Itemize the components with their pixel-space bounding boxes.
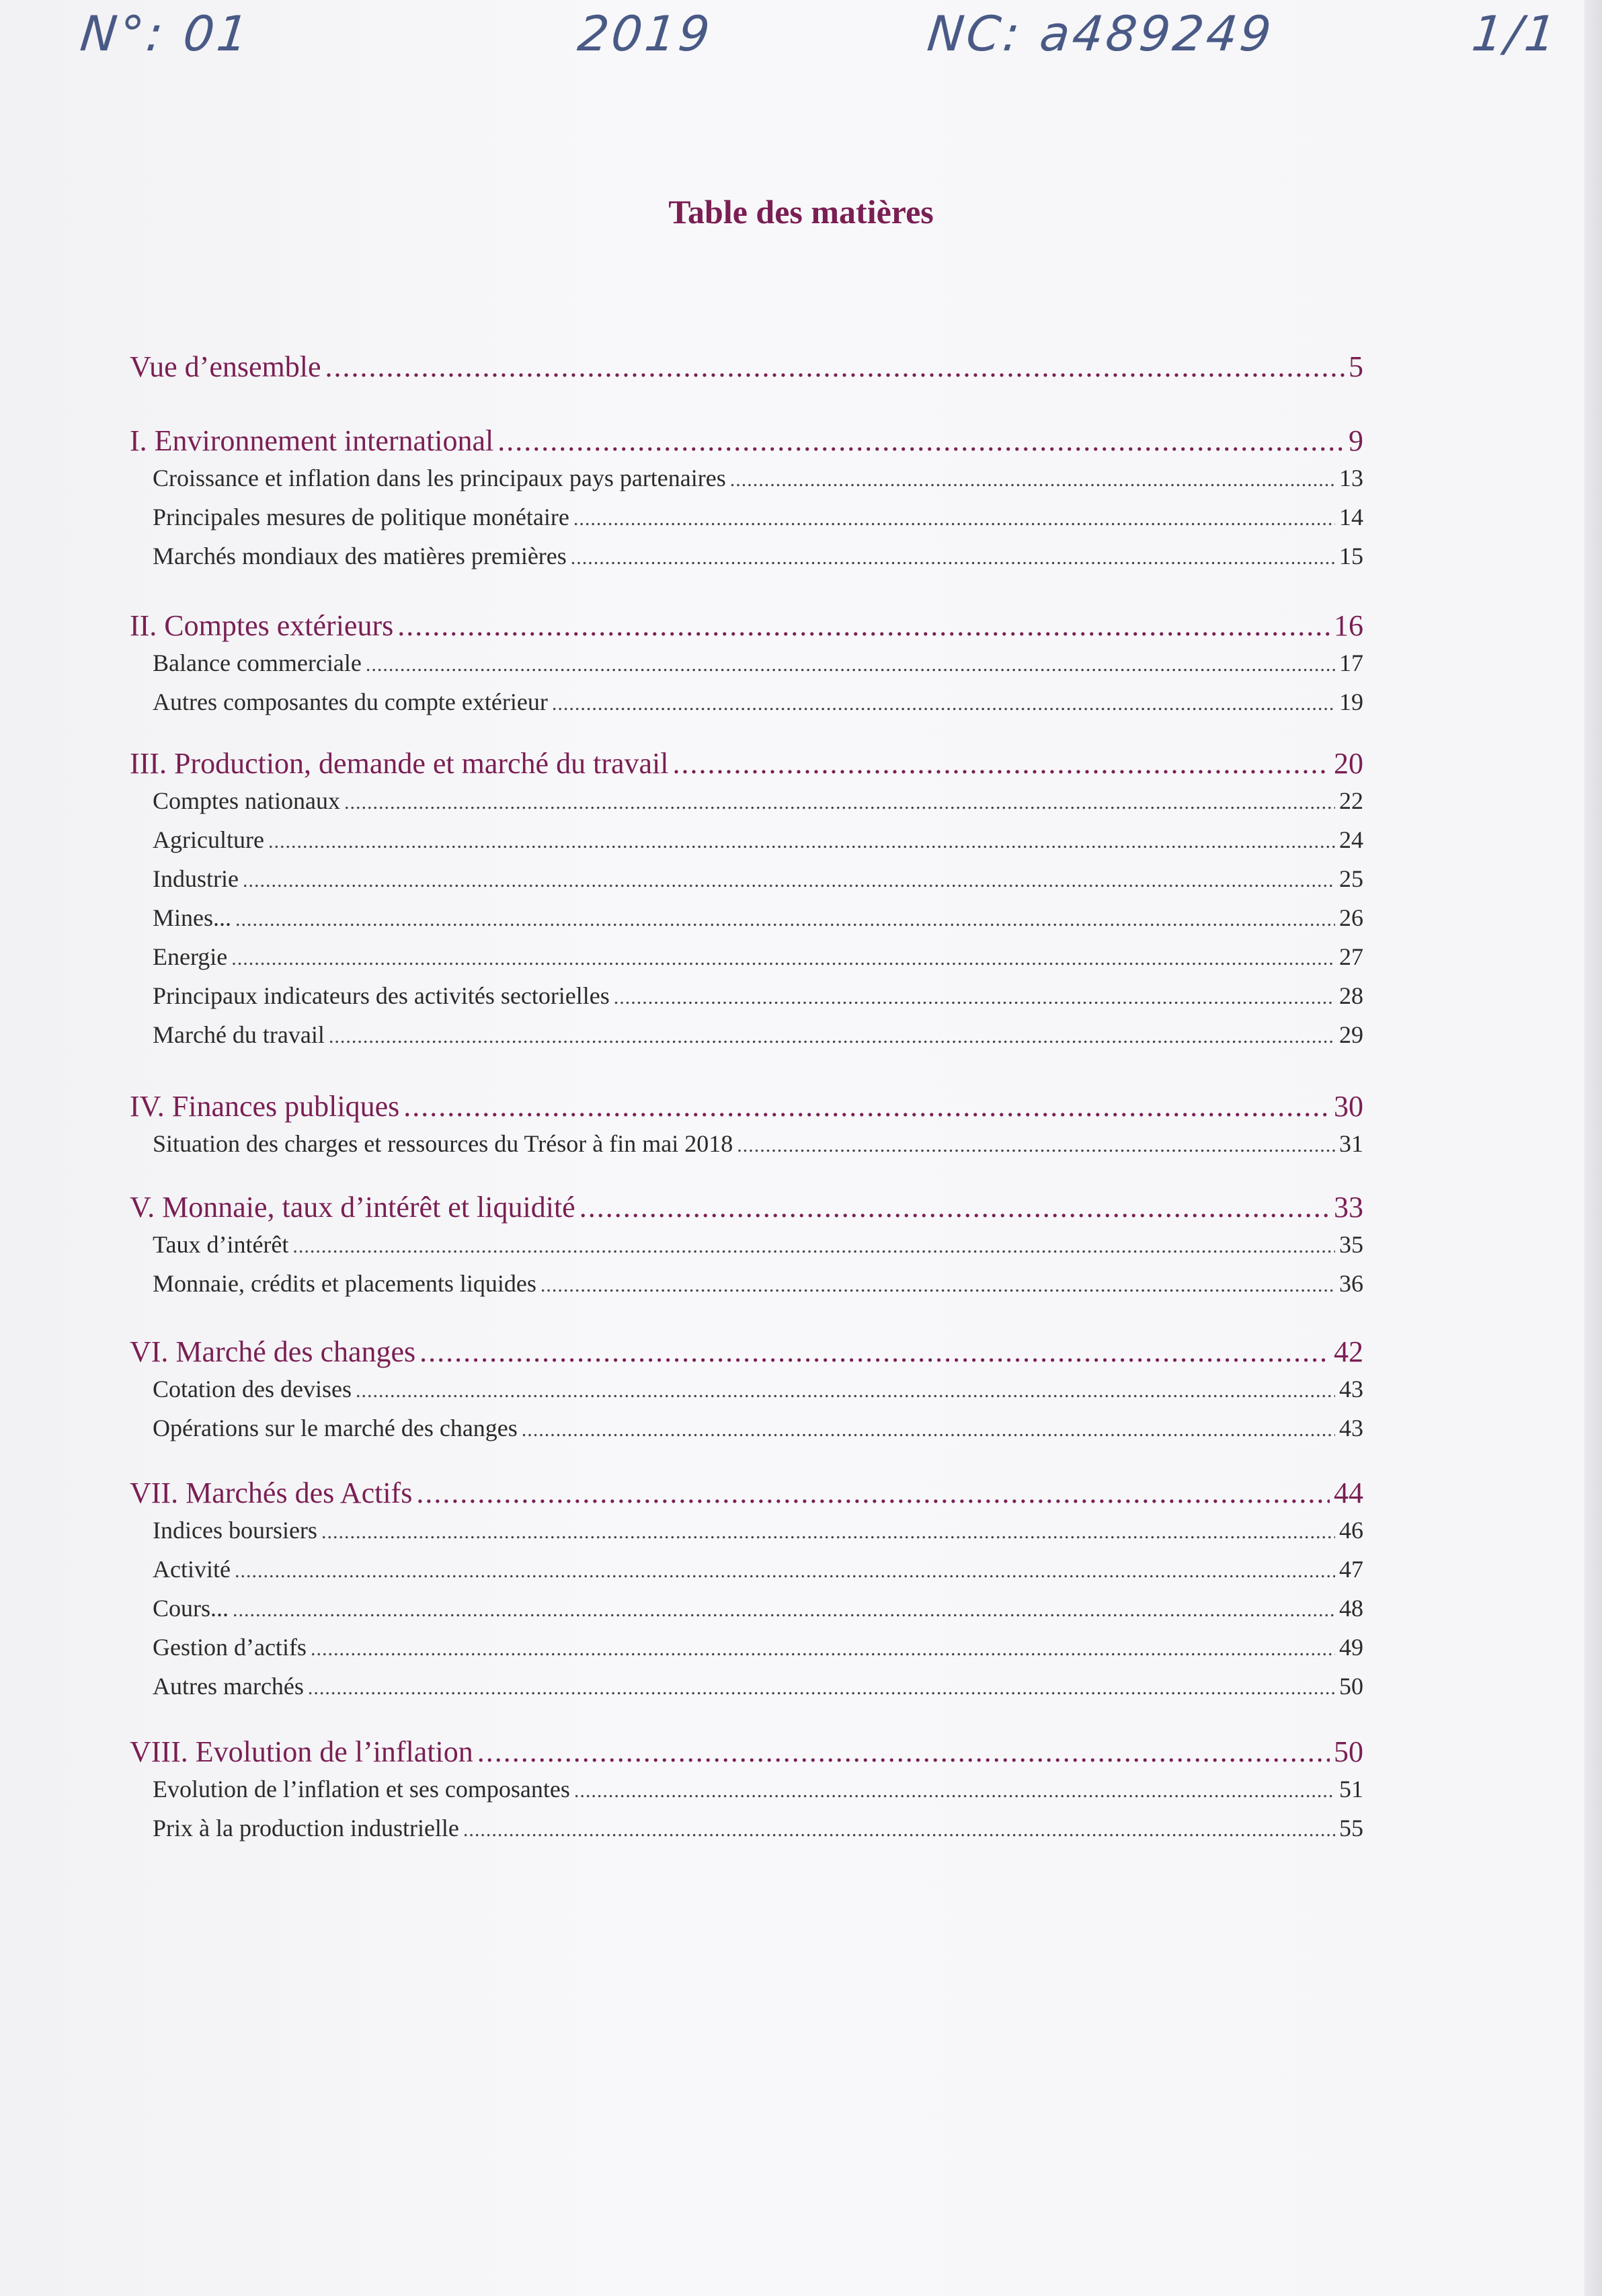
handwritten-reference: NC: a489249 bbox=[924, 5, 1277, 62]
toc-entry-page: 24 bbox=[1339, 826, 1363, 853]
toc-entry-label: Autres marchés bbox=[153, 1673, 304, 1700]
toc-entry[interactable] bbox=[130, 1375, 1363, 1403]
toc-section-label: V. Monnaie, taux d’intérêt et liquidité bbox=[130, 1191, 575, 1224]
toc-section-3[interactable] bbox=[130, 746, 1363, 781]
toc-entry[interactable] bbox=[130, 464, 1363, 492]
toc-leader-dots bbox=[329, 1025, 1335, 1048]
toc-leader-dots bbox=[308, 1677, 1335, 1700]
toc-entry-page: 55 bbox=[1339, 1815, 1363, 1842]
toc-entry-label: Cotation des devises bbox=[153, 1376, 352, 1402]
toc-entry-label: Agriculture bbox=[153, 826, 264, 853]
toc-leader-dots bbox=[416, 1476, 1330, 1510]
toc-leader-dots bbox=[730, 469, 1335, 491]
toc-leader-dots bbox=[574, 1780, 1335, 1803]
toc-entry-label: Balance commerciale bbox=[153, 649, 362, 676]
toc-entry-page: 31 bbox=[1339, 1130, 1363, 1157]
toc-entry[interactable] bbox=[130, 787, 1363, 815]
toc-section-page: 33 bbox=[1334, 1191, 1363, 1224]
toc-section-2[interactable] bbox=[130, 608, 1363, 643]
toc-leader-dots bbox=[231, 947, 1335, 970]
toc-entry[interactable] bbox=[130, 1516, 1363, 1544]
handwritten-number: N°: 01 bbox=[77, 5, 254, 62]
toc-entry-page: 47 bbox=[1339, 1556, 1363, 1583]
toc-entry-page: 17 bbox=[1339, 649, 1363, 676]
toc-entry-page: 19 bbox=[1339, 688, 1363, 715]
toc-leader-dots bbox=[672, 746, 1330, 781]
toc-section-label: VIII. Evolution de l’inflation bbox=[130, 1735, 473, 1768]
toc-section-page: 20 bbox=[1334, 747, 1363, 780]
toc-leader-dots bbox=[540, 1274, 1335, 1297]
toc-entry-page: 43 bbox=[1339, 1415, 1363, 1441]
toc-section-page: 9 bbox=[1349, 424, 1363, 457]
toc-leader-dots bbox=[419, 1335, 1330, 1369]
toc-entry-label: Monnaie, crédits et placements liquides bbox=[153, 1270, 536, 1297]
toc-entry[interactable] bbox=[130, 688, 1363, 716]
toc-leader-dots bbox=[614, 986, 1335, 1009]
toc-leader-dots bbox=[344, 791, 1335, 814]
page-edge bbox=[1585, 0, 1602, 2296]
toc-entry[interactable] bbox=[130, 649, 1363, 677]
toc-entry-page: 25 bbox=[1339, 865, 1363, 892]
handwritten-page-count: 1/1 bbox=[1469, 5, 1562, 62]
toc-entry-label: Comptes nationaux bbox=[153, 787, 340, 814]
toc-entry[interactable] bbox=[130, 1594, 1363, 1622]
toc-leader-dots bbox=[268, 830, 1335, 853]
toc-leader-dots bbox=[311, 1638, 1335, 1661]
toc-entry-label: Activité bbox=[153, 1556, 231, 1583]
toc-section-label: II. Comptes extérieurs bbox=[130, 609, 394, 642]
toc-entry[interactable] bbox=[130, 865, 1363, 893]
toc-entry-page: 15 bbox=[1339, 543, 1363, 569]
toc-leader-dots bbox=[292, 1235, 1335, 1258]
toc-entry-page: 14 bbox=[1339, 504, 1363, 530]
toc-entry-page: 26 bbox=[1339, 904, 1363, 931]
toc-entry-label: Marché du travail bbox=[153, 1021, 325, 1048]
toc-section-5[interactable] bbox=[130, 1190, 1363, 1224]
toc-entry[interactable] bbox=[130, 943, 1363, 971]
toc-section-1[interactable] bbox=[130, 424, 1363, 458]
toc-leader-dots bbox=[243, 869, 1335, 892]
toc-entry-label: Prix à la production industrielle bbox=[153, 1815, 459, 1842]
toc-leader-dots bbox=[552, 692, 1335, 715]
toc-entry-page: 28 bbox=[1339, 982, 1363, 1009]
toc-entry[interactable] bbox=[130, 982, 1363, 1010]
toc-entry-page: 51 bbox=[1339, 1776, 1363, 1803]
toc-entry-label: Energie bbox=[153, 943, 228, 970]
toc-entry-label: Mines... bbox=[153, 904, 231, 931]
toc-entry-page: 29 bbox=[1339, 1021, 1363, 1048]
toc-entry-page: 36 bbox=[1339, 1270, 1363, 1297]
toc-entry-page: 46 bbox=[1339, 1517, 1363, 1544]
toc-entry-page: 50 bbox=[1339, 1673, 1363, 1700]
toc-entry[interactable] bbox=[130, 1633, 1363, 1661]
toc-entry-page: 43 bbox=[1339, 1376, 1363, 1402]
toc-section-4[interactable] bbox=[130, 1089, 1363, 1123]
toc-leader-dots bbox=[579, 1190, 1330, 1224]
toc-section-8[interactable] bbox=[130, 1735, 1363, 1769]
toc-entry[interactable] bbox=[130, 826, 1363, 854]
toc-leader-dots bbox=[571, 547, 1335, 569]
toc-entry-label: Situation des charges et ressources du Trésor à fin mai 2018 bbox=[153, 1130, 733, 1157]
toc-leader-dots bbox=[522, 1419, 1335, 1441]
toc-entry-label: Indices boursiers bbox=[153, 1517, 317, 1544]
toc-entry-label: Principales mesures de politique monétaire bbox=[153, 504, 569, 530]
toc-entry[interactable] bbox=[130, 904, 1363, 932]
toc-section-page: 44 bbox=[1334, 1476, 1363, 1509]
toc-leader-dots bbox=[366, 654, 1335, 676]
toc-leader-dots bbox=[463, 1819, 1335, 1842]
toc-leader-dots bbox=[325, 350, 1345, 384]
toc-entry[interactable] bbox=[130, 1021, 1363, 1049]
toc-section-page: 50 bbox=[1334, 1735, 1363, 1768]
toc-section-page: 42 bbox=[1334, 1335, 1363, 1368]
toc-entry-label: Principaux indicateurs des activités sectorielles bbox=[153, 982, 610, 1009]
toc-leader-dots bbox=[356, 1380, 1335, 1402]
toc-leader-dots bbox=[573, 508, 1335, 530]
toc-section-7[interactable] bbox=[130, 1476, 1363, 1510]
toc-entry[interactable] bbox=[130, 1269, 1363, 1298]
toc-leader-dots bbox=[233, 1599, 1335, 1622]
toc-entry-label: Cours... bbox=[153, 1595, 229, 1622]
toc-entry[interactable] bbox=[130, 1775, 1363, 1803]
toc-entry-label: Evolution de l’inflation et ses composantes bbox=[153, 1776, 570, 1803]
toc-leader-dots bbox=[477, 1735, 1330, 1769]
toc-entry-label: Autres composantes du compte extérieur bbox=[153, 688, 548, 715]
toc-entry-page: 35 bbox=[1339, 1231, 1363, 1258]
toc-section-6[interactable] bbox=[130, 1335, 1363, 1369]
toc-entry-label: Taux d’intérêt bbox=[153, 1231, 289, 1258]
toc-entry[interactable] bbox=[130, 1130, 1363, 1158]
page-title: Table des matières bbox=[668, 193, 934, 231]
toc-leader-dots bbox=[403, 1089, 1330, 1123]
toc-entry-page: 22 bbox=[1339, 787, 1363, 814]
toc-leader-dots bbox=[235, 908, 1335, 931]
toc-section-label: Vue d’ensemble bbox=[130, 350, 321, 383]
toc-entry-label: Gestion d’actifs bbox=[153, 1634, 307, 1661]
toc-entry-page: 27 bbox=[1339, 943, 1363, 970]
toc-section-page: 16 bbox=[1334, 609, 1363, 642]
toc-entry-label: Marchés mondiaux des matières premières bbox=[153, 543, 567, 569]
toc-section-label: VI. Marché des changes bbox=[130, 1335, 416, 1368]
toc-entry[interactable] bbox=[130, 1672, 1363, 1700]
toc-entry-page: 48 bbox=[1339, 1595, 1363, 1622]
toc-section-page: 5 bbox=[1349, 350, 1363, 383]
toc-section-label: III. Production, demande et marché du travail bbox=[130, 747, 669, 780]
toc-section-label: VII. Marchés des Actifs bbox=[130, 1476, 413, 1509]
toc-leader-dots bbox=[321, 1521, 1335, 1544]
toc-entry[interactable] bbox=[130, 1814, 1363, 1842]
toc-leader-dots bbox=[737, 1134, 1335, 1157]
toc-entry[interactable] bbox=[130, 542, 1363, 570]
toc-entry-label: Opérations sur le marché des changes bbox=[153, 1415, 518, 1441]
toc-section-label: I. Environnement international bbox=[130, 424, 494, 457]
toc-section-label: IV. Finances publiques bbox=[130, 1090, 400, 1123]
toc-entry-page: 13 bbox=[1339, 465, 1363, 491]
toc-leader-dots bbox=[235, 1560, 1335, 1583]
toc-entry[interactable] bbox=[130, 503, 1363, 531]
toc-leader-dots bbox=[397, 608, 1330, 643]
toc-entry[interactable] bbox=[130, 1555, 1363, 1583]
toc-entry-label: Industrie bbox=[153, 865, 239, 892]
toc-entry-page: 49 bbox=[1339, 1634, 1363, 1661]
toc-section-0[interactable] bbox=[130, 350, 1363, 384]
toc-leader-dots bbox=[497, 424, 1345, 458]
toc-entry[interactable] bbox=[130, 1230, 1363, 1259]
toc-entry-label: Croissance et inflation dans les principaux pays partenaires bbox=[153, 465, 726, 491]
toc-section-page: 30 bbox=[1334, 1090, 1363, 1123]
handwritten-year: 2019 bbox=[575, 5, 715, 62]
toc-entry[interactable] bbox=[130, 1414, 1363, 1442]
